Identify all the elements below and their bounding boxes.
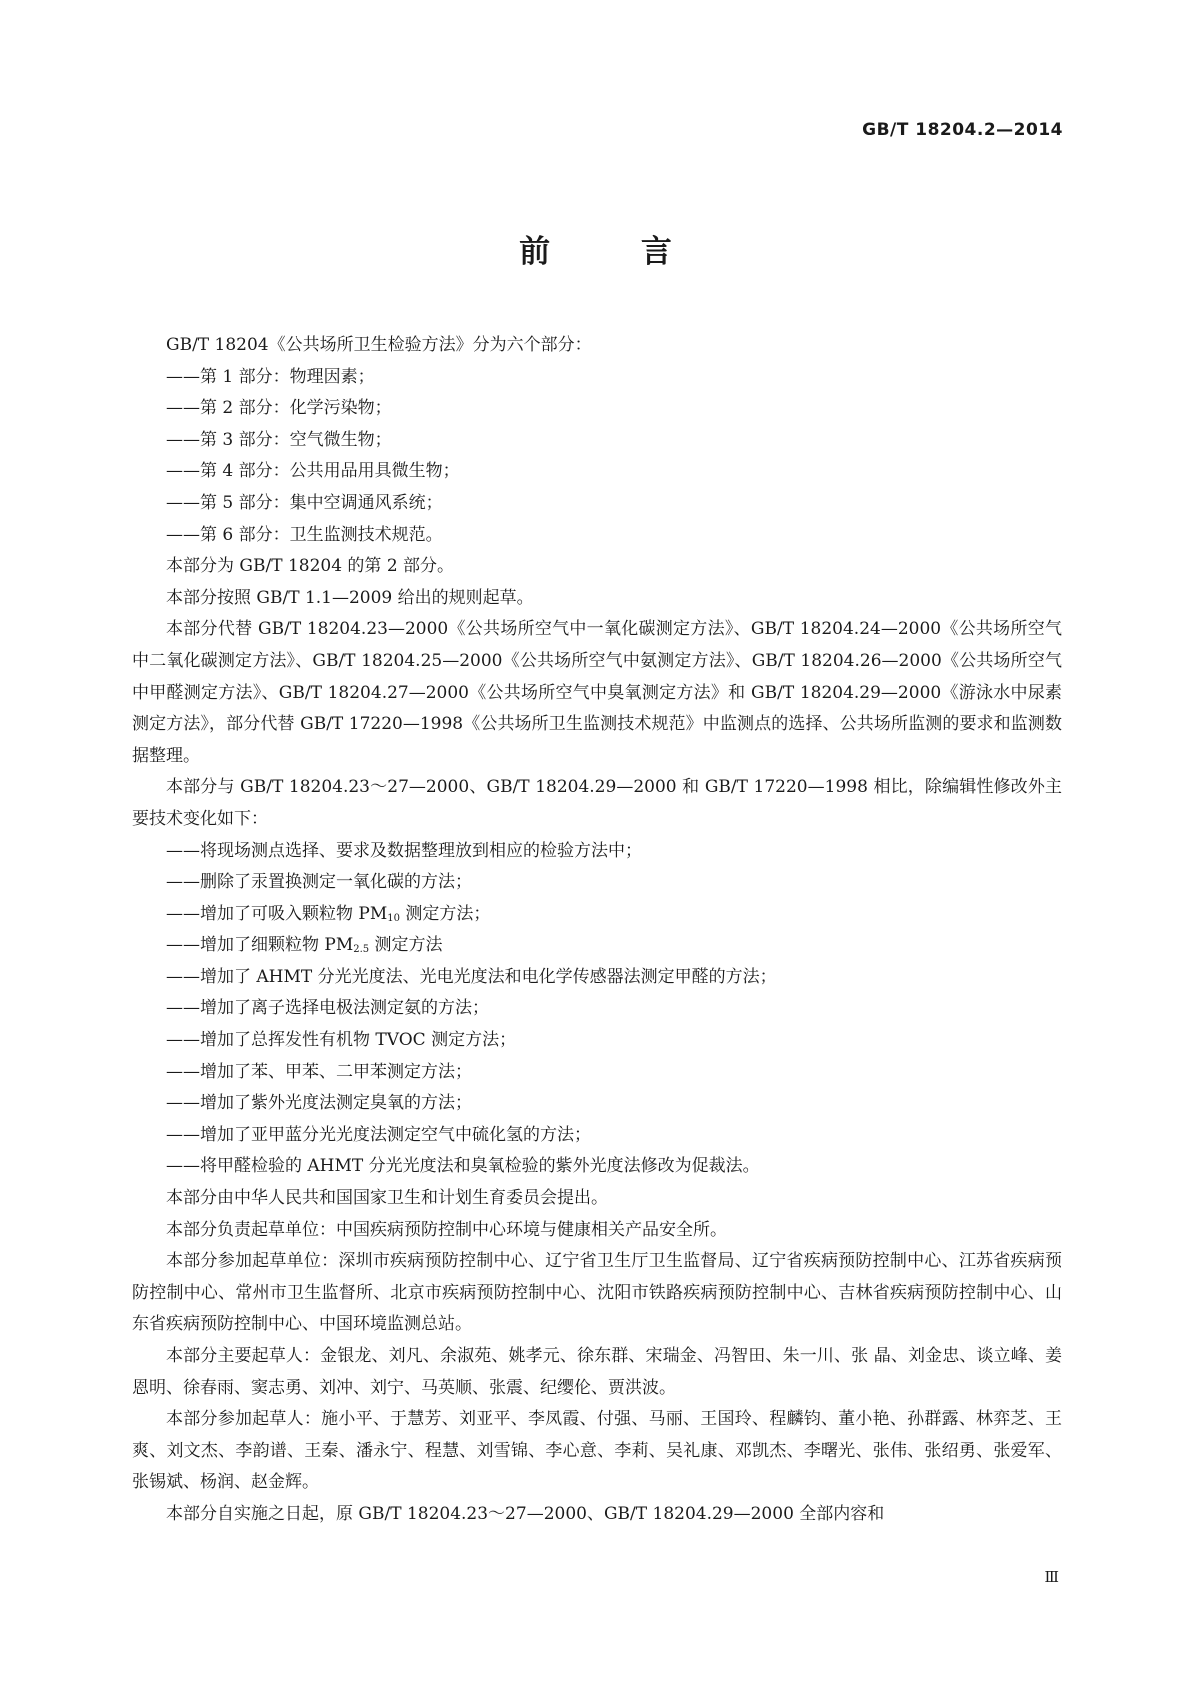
paragraph: 本部分参加起草单位：深圳市疾病预防控制中心、辽宁省卫生厅卫生监督局、辽宁省疾病预防控制中心、江苏省疾病预防控制中心、常州市卫生监督所、北京市疾病预防控制中心、沈阳市铁路疾病预防控制中心、吉林省疾病预防控制中心、山东省疾病预防控制中心、中国环境监测总站。 <box>132 1251 1062 1335</box>
paragraph: 本部分参加起草人：施小平、于慧芳、刘亚平、李凤霞、付强、马丽、王国玲、程麟钧、董小艳、孙群露、林弈芝、王爽、刘文杰、李韵谱、王秦、潘永宁、程慧、刘雪锦、李心意、李莉、吴礼康、邓凯杰、李曙光、张伟、张绍勇、张爱军、张锡斌、杨润、赵金辉。 <box>132 1409 1062 1493</box>
pm25-subscript: 2.5 <box>353 944 370 956</box>
list-item: ——第 6 部分：卫生监测技术规范。 <box>166 524 443 545</box>
list-item: ——增加了 AHMT 分光光度法、光电光度法和电化学传感器法测定甲醛的方法； <box>166 966 777 987</box>
list-item: ——将现场测点选择、要求及数据整理放到相应的检验方法中； <box>166 840 642 861</box>
pm25-suffix: 测定方法 <box>369 935 443 956</box>
pm10-prefix: ——增加了可吸入颗粒物 PM <box>166 903 388 924</box>
standard-number: GB/T 18204.2—2014 <box>862 120 1063 140</box>
list-item: ——增加了苯、甲苯、二甲苯测定方法； <box>166 1061 472 1082</box>
list-item: ——增加了离子选择电极法测定氨的方法； <box>166 998 489 1019</box>
list-item: ——第 2 部分：化学污染物； <box>166 398 392 419</box>
paragraph: 本部分与 GB/T 18204.23～27—2000、GB/T 18204.29—2000 和 GB/T 17220—1998 相比，除编辑性修改外主要技术变化如下： <box>132 777 1062 829</box>
list-item: ——增加了紫外光度法测定臭氧的方法； <box>166 1093 472 1114</box>
paragraph: 本部分按照 GB/T 1.1—2009 给出的规则起草。 <box>166 587 534 608</box>
paragraph: 本部分主要起草人：金银龙、刘凡、余淑苑、姚孝元、徐东群、宋瑞金、冯智田、朱一川、张 晶、刘金忠、谈立峰、姜恩明、徐春雨、窦志勇、刘冲、刘宁、马英顺、张震、纪缨伦、贾洪波。 <box>132 1346 1062 1398</box>
list-item-pm10 <box>132 899 1062 931</box>
paragraph: GB/T 18204《公共场所卫生检验方法》分为六个部分： <box>166 335 592 355</box>
paragraph: 本部分由中华人民共和国国家卫生和计划生育委员会提出。 <box>166 1188 608 1209</box>
paragraph: 本部分自实施之日起，原 GB/T 18204.23～27—2000、GB/T 18204.29—2000 全部内容和 <box>166 1503 885 1524</box>
list-item: ——删除了汞置换测定一氧化碳的方法； <box>166 872 472 893</box>
page-number: Ⅲ <box>1044 1568 1059 1586</box>
pm25-prefix: ——增加了细颗粒物 PM <box>166 935 354 956</box>
list-item: ——第 1 部分：物理因素； <box>166 366 375 387</box>
paragraph: 本部分负责起草单位：中国疾病预防控制中心环境与健康相关产品安全所。 <box>166 1219 727 1240</box>
paragraph: 本部分为 GB/T 18204 的第 2 部分。 <box>166 556 455 577</box>
list-item: ——增加了总挥发性有机物 TVOC 测定方法； <box>166 1030 517 1051</box>
pm10-suffix: 测定方法； <box>399 903 491 924</box>
list-item-pm25 <box>132 930 1062 962</box>
preface-body <box>132 330 1062 1531</box>
list-item: ——第 5 部分：集中空调通风系统； <box>166 492 443 513</box>
list-item: ——第 4 部分：公共用品用具微生物； <box>166 461 460 482</box>
list-item: ——增加了亚甲蓝分光光度法测定空气中硫化氢的方法； <box>166 1124 591 1145</box>
pm10-subscript: 10 <box>387 912 400 924</box>
list-item: ——将甲醛检验的 AHMT 分光光度法和臭氧检验的紫外光度法修改为促裁法。 <box>166 1156 760 1177</box>
page-title: 前 言 <box>519 234 712 270</box>
list-item: ——第 3 部分：空气微生物； <box>166 429 392 450</box>
paragraph: 本部分代替 GB/T 18204.23—2000《公共场所空气中一氧化碳测定方法》、GB/T 18204.24—2000《公共场所空气中二氧化碳测定方法》、GB/T 18204.25—2000《公共场所空气中氨测定方法》、GB/T 18204.26—2000《公共场所空气中甲醛测定方法》、GB/T 18204.27—2000《公共场所空气中臭氧测定方法》和 GB/T 18204.29—2000《游泳水中尿素测定方法》，部分代替 GB/T 17220—1998《公共场所卫生监测技术规范》中监测点的选择、公共场所监测的要求和监测数据整理。 <box>132 619 1062 766</box>
